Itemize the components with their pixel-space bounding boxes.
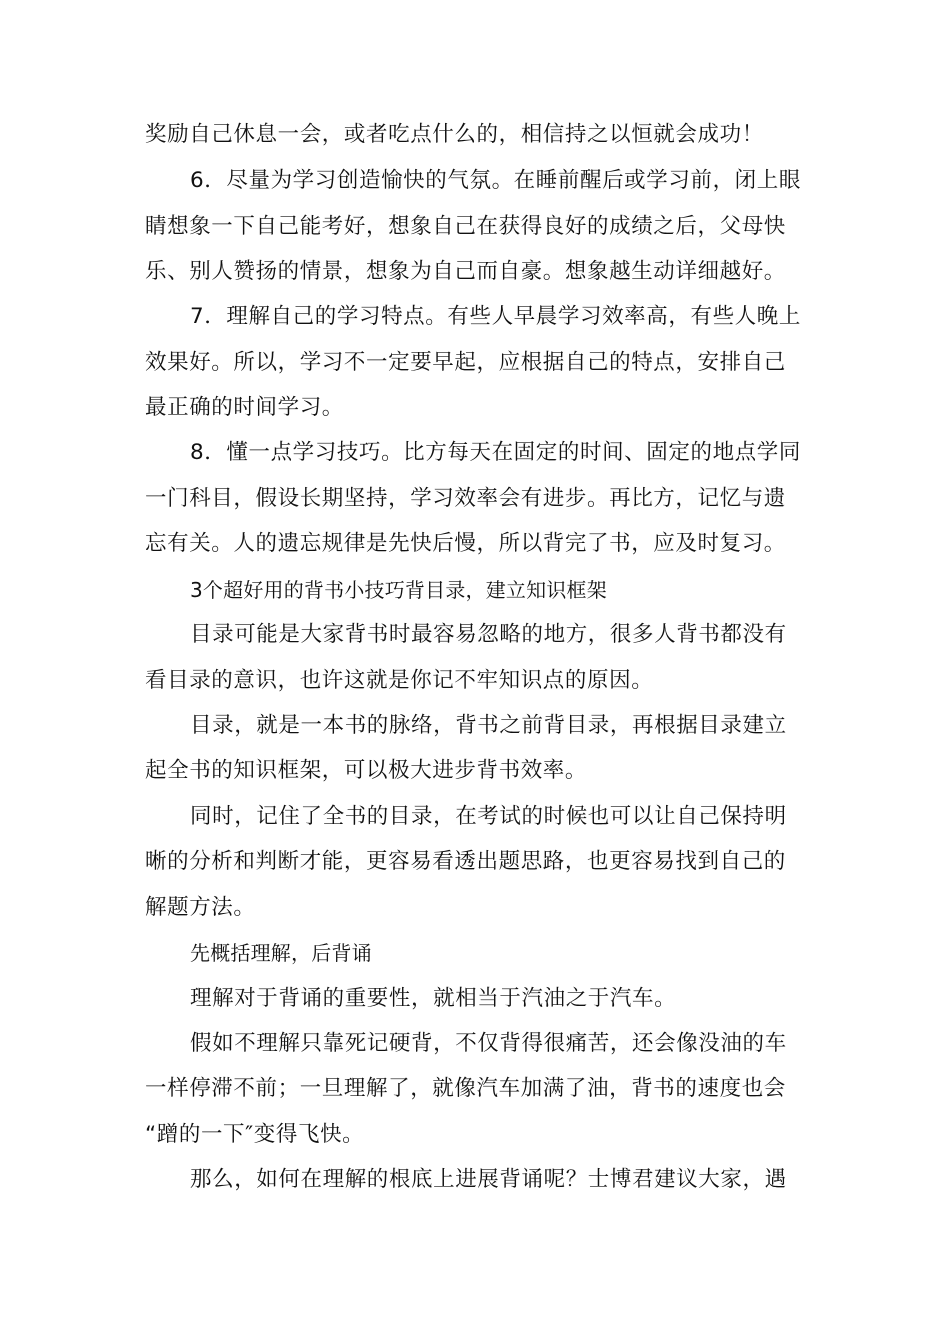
- text-line: 目录可能是大家背书时最容易忽略的地方，很多人背书都没有: [190, 622, 787, 647]
- text-line: 奖励自己休息一会，或者吃点什么的，相信持之以恒就会成功！: [145, 122, 764, 147]
- text-line: 忘有关。人的遗忘规律是先快后慢，所以背完了书，应及时复习。: [145, 531, 786, 556]
- text-line: “蹭的一下″变得飞快。: [145, 1122, 365, 1147]
- section-heading: 3个超好用的背书小技巧背目录，建立知识框架: [190, 578, 607, 602]
- text-line: 那么，如何在理解的根底上进展背诵呢？士博君建议大家，遇: [190, 1167, 787, 1192]
- text-line: 假如不理解只靠死记硬背，不仅背得很痛苦，还会像没油的车: [190, 1031, 787, 1056]
- text-line: 看目录的意识，也许这就是你记不牢知识点的原因。: [145, 668, 654, 693]
- text-line: 睛想象一下自己能考好，想象自己在获得良好的成绩之后，父母快: [145, 214, 786, 239]
- text-line: 乐、别人赞扬的情景，想象为自己而自豪。想象越生动详细越好。: [145, 259, 786, 284]
- text-line: 理解对于背诵的重要性，就相当于汽油之于汽车。: [190, 986, 677, 1011]
- text-line: 6．尽量为学习创造愉快的气氛。在睡前醒后或学习前，闭上眼: [190, 168, 801, 193]
- text-line: 起全书的知识框架，可以极大进步背书效率。: [145, 758, 588, 783]
- text-line: 最正确的时间学习。: [145, 395, 344, 420]
- section-heading: 先概括理解，后背诵: [190, 941, 372, 965]
- text-line: 目录，就是一本书的脉络，背书之前背目录，再根据目录建立: [190, 713, 787, 738]
- text-line: 效果好。所以，学习不一定要早起，应根据自己的特点，安排自己: [145, 350, 786, 375]
- text-line: 一门科目，假设长期坚持，学习效率会有进步。再比方，记忆与遗: [145, 486, 786, 511]
- text-line: 解题方法。: [145, 895, 256, 920]
- text-line: 7．理解自己的学习特点。有些人早晨学习效率高，有些人晚上: [190, 304, 801, 329]
- text-line: 一样停滞不前；一旦理解了，就像汽车加满了油，背书的速度也会: [145, 1076, 786, 1101]
- text-line: 晰的分析和判断才能，更容易看透出题思路，也更容易找到自己的: [145, 849, 786, 874]
- text-line: 同时，记住了全书的目录，在考试的时候也可以让自己保持明: [190, 804, 787, 829]
- text-line: 8．懂一点学习技巧。比方每天在固定的时间、固定的地点学同: [190, 440, 801, 465]
